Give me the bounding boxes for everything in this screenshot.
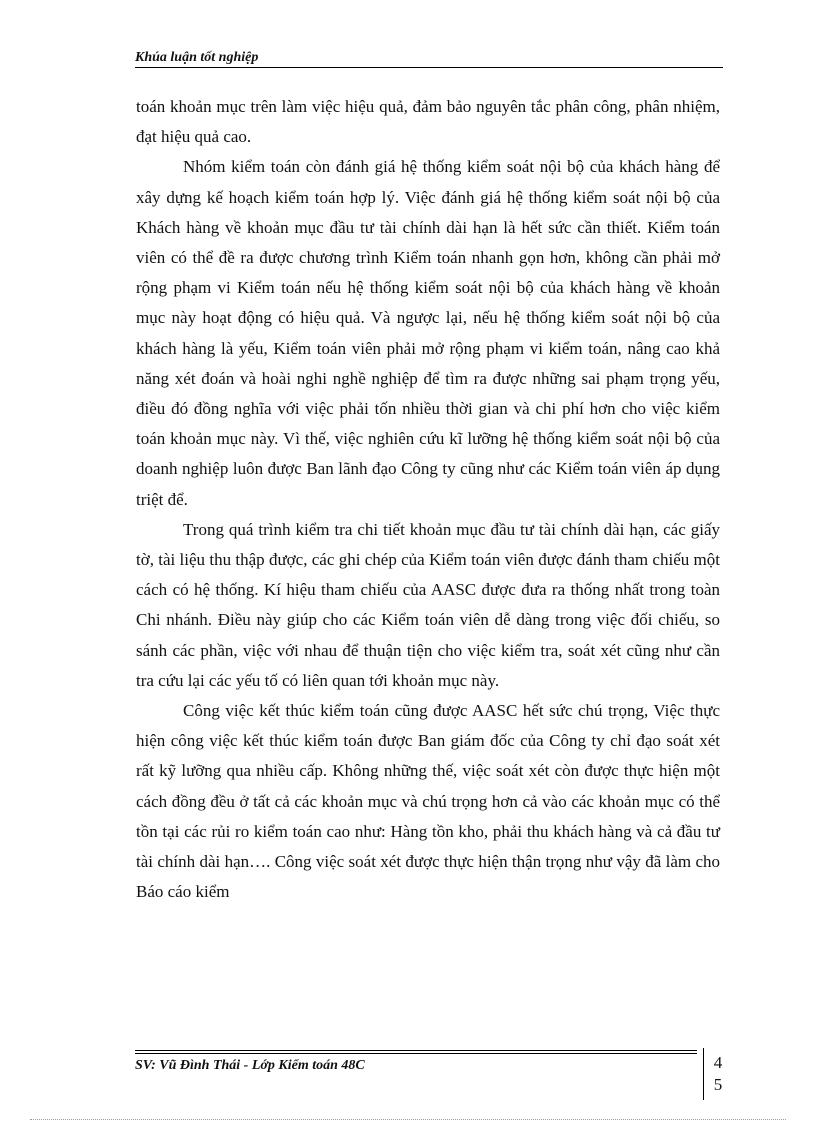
paragraph-3: Trong quá trình kiểm tra chi tiết khoản mục đầu tư tài chính dài hạn, các giấy tờ, tài liệu thu thập được, các ghi chép của Kiểm toán viên được đánh tham chiếu một cách có hệ thống. Kí hiệu tham chiếu của AASC được đưa ra thống nhất trong toàn Chi nhánh. Điều này giúp cho các Kiểm toán viên dễ dàng trong việc đối chiếu, so sánh các phần, việc với nhau để thuận tiện cho việc kiểm tra, soát xét cũng như cần tra cứu lại các yếu tố có liên quan tới khoản mục này. [136, 519, 720, 690]
footer-rule-bottom [135, 1053, 697, 1054]
document-body [136, 92, 720, 907]
page-number [711, 1052, 725, 1096]
paragraph-2: Nhóm kiểm toán còn đánh giá hệ thống kiểm soát nội bộ của khách hàng để xây dựng kế hoạch kiểm toán hợp lý. Việc đánh giá hệ thống kiểm soát nội bộ của Khách hàng về khoản mục đầu tư tài chính dài hạn là hết sức cần thiết. Kiểm toán viên có thể đề ra được chương trình Kiểm toán nhanh gọn hơn, không cần phải mở rộng phạm vi Kiểm toán nếu hệ thống kiểm soát nội bộ của khách hàng về khoản mục này hoạt động có hiệu quả. Và ngược lại, nếu hệ thống kiểm soát nội bộ của khách hàng là yếu, Kiểm toán viên phải mở rộng phạm vi kiểm toán, nâng cao khả năng xét đoán và hoài nghi nghề nghiệp để tìm ra được những sai phạm trọng yếu, điều đó đồng nghĩa với việc phải tốn nhiều thời gian và chi phí hơn cho việc kiểm toán khoản mục này. Vì thế, việc nghiên cứu kĩ lưỡng hệ thống kiểm soát nội bộ của doanh nghiệp luôn được Ban lãnh đạo Công ty cũng như các Kiểm toán viên áp dụng triệt để. [136, 157, 720, 509]
page-number-digit-1: 4 [713, 1053, 723, 1072]
page-number-digit-2: 5 [713, 1075, 723, 1094]
paragraph-1: toán khoản mục trên làm việc hiệu quả, đảm bảo nguyên tắc phân công, phân nhiệm, đạt hiệu quả cao. [136, 97, 720, 147]
paragraph-4: Công việc kết thúc kiểm toán cũng được AASC hết sức chú trọng, Việc thực hiện công việc kết thúc kiểm toán được Ban giám đốc của Công ty chỉ đạo soát xét rất kỹ lưỡng qua nhiều cấp. Không những thế, việc soát xét còn được thực hiện một cách đồng đều ở tất cả các khoản mục và chú trọng hơn cả vào các khoản mục có thể tồn tại các rủi ro kiểm toán cao như: Hàng tồn kho, phải thu khách hàng và cả đầu tư tài chính dài hạn…. Công việc soát xét được thực hiện thận trọng như vậy đã làm cho Báo cáo kiểm [136, 701, 720, 902]
footer-rule-top [135, 1050, 697, 1051]
header-title: Khúa luận tốt nghiệp [135, 50, 259, 65]
page-header [135, 48, 723, 70]
header-rule [135, 67, 723, 68]
page-number-divider [703, 1048, 704, 1100]
footer-author: SV: Vũ Đình Thái - Lớp Kiểm toán 48C [135, 1058, 365, 1073]
page-bottom-dotted-line [30, 1119, 786, 1120]
page-footer [135, 1046, 723, 1106]
